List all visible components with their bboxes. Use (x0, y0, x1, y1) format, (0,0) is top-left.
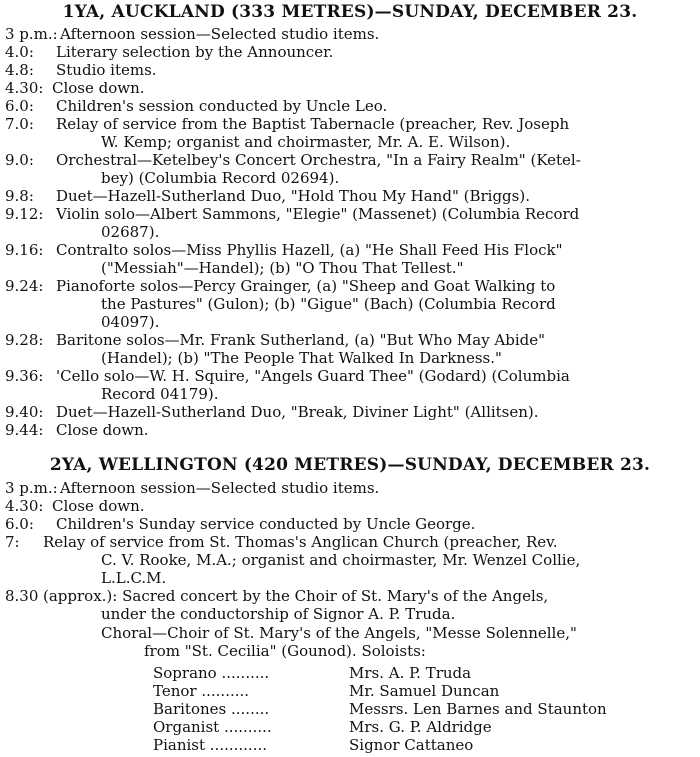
item-time: 7: (5, 533, 20, 551)
item-text: Afternoon session—Selected studio items. (60, 479, 380, 497)
item-time: 9.28: (5, 331, 44, 349)
item-time: 4.30: (5, 497, 44, 515)
item-time: 9.40: (5, 403, 44, 421)
item-text: 'Cello solo—W. H. Squire, "Angels Guard Thee" (Godard) (Columbia (56, 367, 570, 385)
item-text: Children's Sunday service conducted by Uncle George. (56, 515, 476, 533)
item-text-cont: ("Messiah"—Handel); (b) "O Thou That Tellest." (101, 259, 464, 277)
item-text: Close down. (52, 497, 145, 515)
item-time: 9.8: (5, 187, 34, 205)
item-text: Relay of service from the Baptist Tabernacle (preacher, Rev. Joseph (56, 115, 570, 133)
item-text: Contralto solos—Miss Phyllis Hazell, (a) "He Shall Feed His Flock" (56, 241, 563, 259)
soloist-role: Baritones ........ (153, 700, 270, 718)
item-text: Orchestral—Ketelbey's Concert Orchestra, "In a Fairy Realm" (Ketel- (56, 151, 581, 169)
soloist-name: Mr. Samuel Duncan (349, 682, 500, 700)
item-text-cont: bey) (Columbia Record 02694). (101, 169, 340, 187)
item-time: 7.0: (5, 115, 34, 133)
section-heading-auckland: 1YA, AUCKLAND (333 METRES)—SUNDAY, DECEMBER 23. (62, 2, 638, 22)
choral-text-cont: from "St. Cecilia" (Gounod). Soloists: (144, 642, 426, 660)
item-text: Studio items. (56, 61, 157, 79)
soloist-name: Mrs. A. P. Truda (349, 664, 472, 682)
item-time: 3 p.m.: (5, 25, 58, 43)
item-text-cont: C. V. Rooke, M.A.; organist and choirmaster, Mr. Wenzel Collie, (101, 551, 581, 569)
item-text-cont: W. Kemp; organist and choirmaster, Mr. A. E. Wilson). (101, 133, 511, 151)
soloist-name: Mrs. G. P. Aldridge (349, 718, 492, 736)
item-text-cont: (Handel); (b) "The People That Walked In Darkness." (101, 349, 502, 367)
item-time: 4.30: (5, 79, 44, 97)
soloist-name: Messrs. Len Barnes and Staunton (349, 700, 607, 718)
item-time: 9.24: (5, 277, 44, 295)
item-text: Violin solo—Albert Sammons, "Elegie" (Massenet) (Columbia Record (56, 205, 580, 223)
soloist-role: Tenor .......... (153, 682, 250, 700)
item-time: 9.16: (5, 241, 44, 259)
item-time: 6.0: (5, 515, 34, 533)
item-time: 9.0: (5, 151, 34, 169)
item-time: 4.0: (5, 43, 34, 61)
soloist-role: Soprano .......... (153, 664, 270, 682)
item-time: 6.0: (5, 97, 34, 115)
item-text: Duet—Hazell-Sutherland Duo, "Hold Thou My Hand" (Briggs). (56, 187, 530, 205)
item-text-cont: under the conductorship of Signor A. P. Truda. (101, 605, 456, 623)
item-text: Close down. (52, 79, 145, 97)
item-text: Afternoon session—Selected studio items. (60, 25, 380, 43)
item-time: 9.12: (5, 205, 44, 223)
item-text: Close down. (56, 421, 149, 439)
item-text: (approx.): Sacred concert by the Choir of St. Mary's of the Angels, (43, 587, 549, 605)
item-text: Pianoforte solos—Percy Grainger, (a) "Sheep and Goat Walking to (56, 277, 556, 295)
item-text: Children's session conducted by Uncle Leo. (56, 97, 388, 115)
soloist-name: Signor Cattaneo (349, 736, 474, 754)
item-time: 3 p.m.: (5, 479, 58, 497)
item-text: Literary selection by the Announcer. (56, 43, 334, 61)
soloist-role: Organist .......... (153, 718, 272, 736)
item-time: 9.44: (5, 421, 44, 439)
item-text-cont: Record 04179). (101, 385, 219, 403)
item-time: 8.30 (5, 587, 39, 605)
choral-text: Choral—Choir of St. Mary's of the Angels, "Messe Solennelle," (101, 624, 577, 642)
item-text-cont: 02687). (101, 223, 160, 241)
item-text: Relay of service from St. Thomas's Anglican Church (preacher, Rev. (43, 533, 558, 551)
item-text: Baritone solos—Mr. Frank Sutherland, (a) "But Who May Abide" (56, 331, 546, 349)
item-text: Duet—Hazell-Sutherland Duo, "Break, Diviner Light" (Allitsen). (56, 403, 539, 421)
item-text-cont: L.L.C.M. (101, 569, 167, 587)
item-time: 9.36: (5, 367, 44, 385)
soloist-role: Pianist ............ (153, 736, 268, 754)
section-heading-wellington: 2YA, WELLINGTON (420 METRES)—SUNDAY, DECEMBER 23. (49, 455, 651, 475)
item-text-cont: 04097). (101, 313, 160, 331)
item-time: 4.8: (5, 61, 34, 79)
item-text-cont: the Pastures" (Gulon); (b) "Gigue" (Bach) (Columbia Record (101, 295, 556, 313)
